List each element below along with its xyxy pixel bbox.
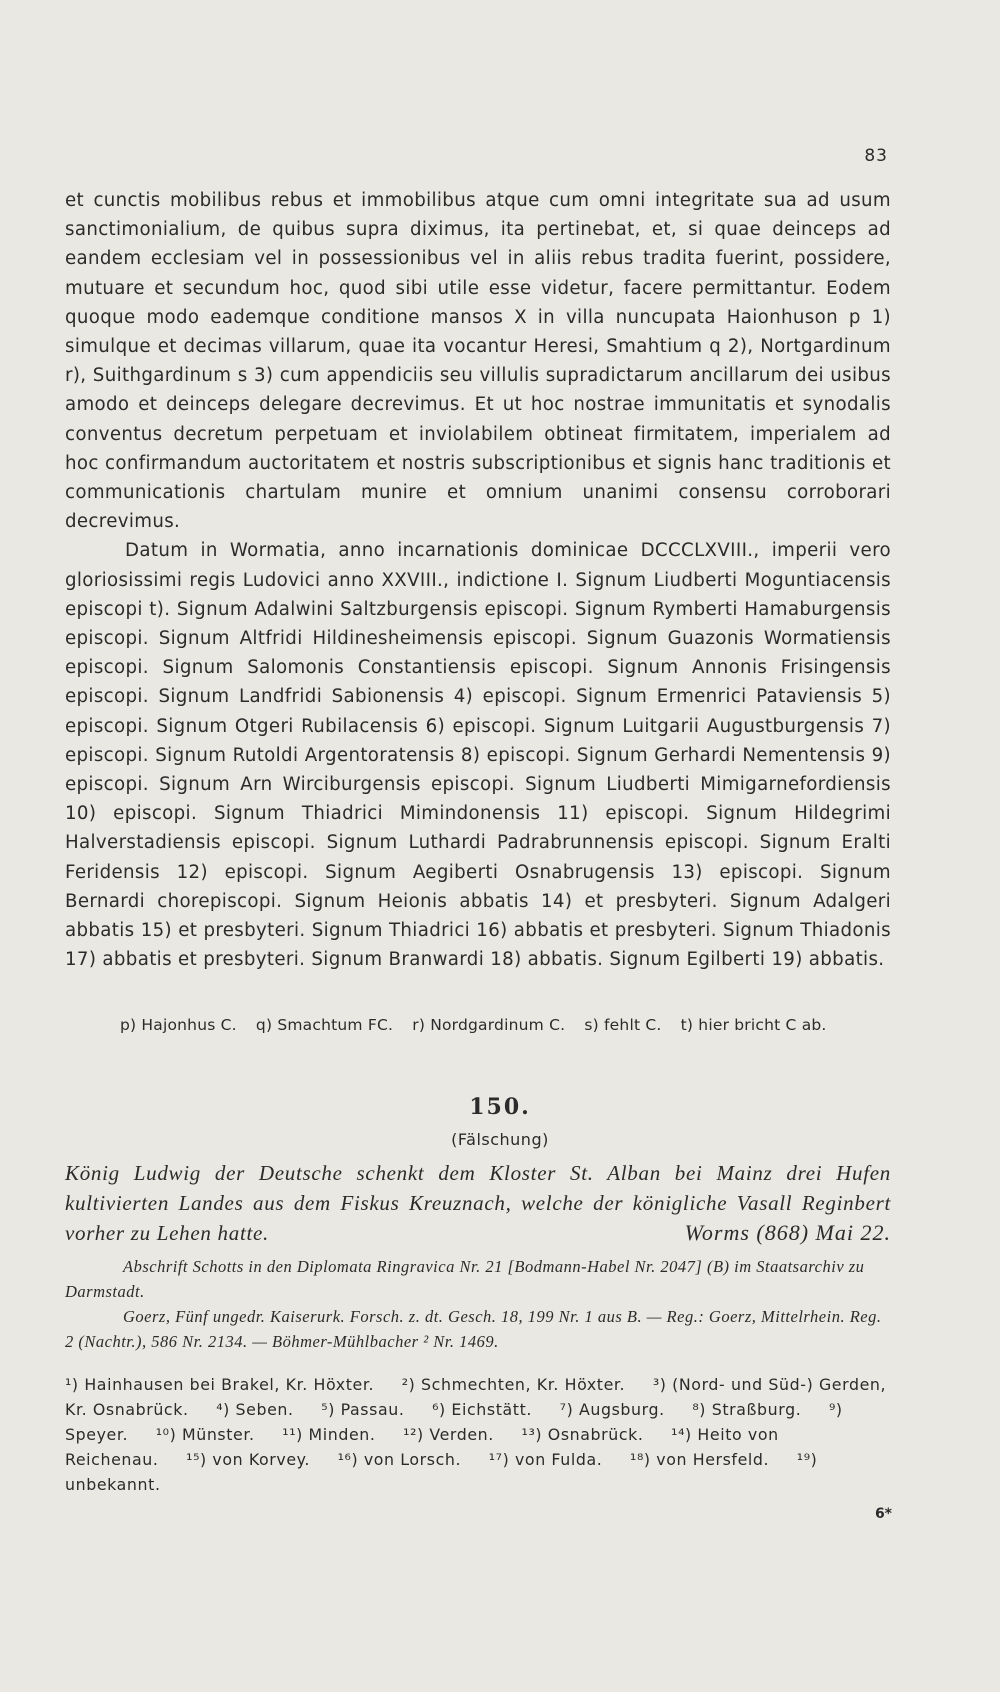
tradition-source: Abschrift Schotts in den Diplomata Ringravica Nr. 21 [Bodmann-Habel Nr. 2047] (B) im Staatsarchiv zu Darmstadt. [65,1257,865,1301]
footnote: ⁶) Eichstätt. [432,1400,533,1419]
footnote: ¹⁴) Heito von Reichenau. [65,1425,779,1469]
footnote: ¹²) Verden. [403,1425,494,1444]
footnote: ¹⁰) Münster. [155,1425,255,1444]
footnote: ¹⁹) unbekannt. [65,1450,818,1494]
footnote: ³) (Nord- und Süd-) Gerden, Kr. Osnabrück. [65,1375,887,1419]
printer-signature: 6* [874,1506,892,1522]
footnote: ⁸) Straßburg. [692,1400,802,1419]
tradition-notes [65,1254,891,1354]
apparatus-note: p) Hajonhus C. [120,1016,237,1034]
critical-apparatus [120,1016,841,1034]
tradition-literature: Goerz, Fünf ungedr. Kaiserurk. Forsch. z. dt. Gesch. 18, 199 Nr. 1 aus B. — Reg.: Goerz, Mittelrhein. Reg. 2 (Nachtr.), 586 Nr. 2134. — Böhmer-Mühlbacher ² Nr. 1469. [65,1307,882,1351]
footnote: ¹⁶) von Lorsch. [337,1450,462,1469]
charter-paragraph-2: Datum in Wormatia, anno incarnationis dominicae DCCCLXVIII., imperii vero gloriosissimi regis Ludovici anno XXVIII., indictione I. Signum Liudberti Moguntiacensis episcopi t). Signum Adalwini Saltzburgensis episcopi. Signum Rymberti Hamaburgensis episcopi. Signum Altfridi Hildinesheimensis episcopi. Signum Guazonis Wormatiensis episcopi. Signum Salomonis Constantiensis episcopi. Signum Annonis Frisingensis episcopi. Signum Landfridi Sabionensis 4) episcopi. Signum Ermenrici Pataviensis 5) episcopi. Signum Otgeri Rubilacensis 6) episcopi. Signum Luitgarii Augustburgensis 7) episcopi. Signum Rutoldi Argentoratensis 8) episcopi. Signum Gerhardi Nementensis 9) episcopi. Signum Arn Wirciburgensis episcopi. Signum Liudberti Mimigarnefordiensis 10) episcopi. Signum Thiadrici Mimindonensis 11) episcopi. Signum Hildegrimi Halverstadiensis episcopi. Signum Luthardi Padrabrunnensis episcopi. Signum Eralti Feridensis 12) episcopi. Signum Aegiberti Osnabrugensis 13) episcopi. Signum Bernardi chorepiscopi. Signum Heionis abbatis 14) et presbyteri. Signum Adalgeri abbatis 15) et presbyteri. Signum Thiadrici 16) abbatis et presbyteri. Signum Thiadonis 17) abbatis et presbyteri. Signum Branwardi 18) abbatis. Signum Egilberti 19) abbatis. [65,540,891,971]
footnote: ¹¹) Minden. [282,1425,376,1444]
footnote: ⁴) Seben. [216,1400,294,1419]
footnote: ⁵) Passau. [321,1400,405,1419]
document-dating: Worms (868) Mai 22. [684,1220,891,1245]
footnote: ¹⁵) von Korvey. [186,1450,310,1469]
footnote: ⁹) Speyer. [65,1400,843,1444]
footnote: ¹⁸) von Hersfeld. [630,1450,770,1469]
charter-paragraph-1: et cunctis mobilibus rebus et immobilibus atque cum omni integritate sua ad usum sanctimonialium, de quibus supra diximus, ita pertinebat, et, si quae deinceps ad eandem ecclesiam vel in possessionibus vel in aliis rebus tradita fuerint, possidere, mutuare et secundum hoc, quod sibi utile esse videtur, facere permittantur. Eodem quoque modo eademque conditione mansos X in villa nuncupata Haionhuson p 1) simulque et decimas villarum, quae ita vocantur Heresi, Smahtium q 2), Nortgardinum r), Suithgardinum s 3) cum appendiciis seu villulis supradictarum ancillarum dei usibus amodo et deinceps delegare decrevimus. Et ut hoc nostrae immunitatis et synodalis conventus decretum perpetuam et inviolabilem obtineat firmitatem, imperialem ad hoc confirmandum auctoritatem et nostris subscriptionibus et signis hanc traditionis et communicationis chartulam munire et omnium unanimi consensu corroborari decrevimus. [65,190,891,533]
apparatus-note: r) Nordgardinum C. [412,1016,566,1034]
document-number: 150. [469,1094,531,1120]
footnote: ¹³) Osnabrück. [521,1425,644,1444]
footnote: ²) Schmechten, Kr. Höxter. [401,1375,626,1394]
footnote: ¹) Hainhausen bei Brakel, Kr. Höxter. [65,1375,375,1394]
apparatus-note: q) Smachtum FC. [255,1016,394,1034]
regest [65,1158,891,1248]
footnote: ⁷) Augsburg. [559,1400,665,1419]
apparatus-note: t) hier bricht C ab. [680,1016,827,1034]
apparatus-note: s) fehlt C. [584,1016,662,1034]
page-number: 83 [864,146,888,166]
document-label: (Fälschung) [451,1130,549,1149]
footnote: ¹⁷) von Fulda. [488,1450,603,1469]
charter-text [65,186,891,974]
footnotes [65,1372,891,1497]
regest-text: König Ludwig der Deutsche schenkt dem Kloster St. Alban bei Mainz drei Hufen kultivierten Landes aus dem Fiskus Kreuznach, welche der königliche Vasall Reginbert vorher zu Lehen hatte. [65,1161,891,1245]
